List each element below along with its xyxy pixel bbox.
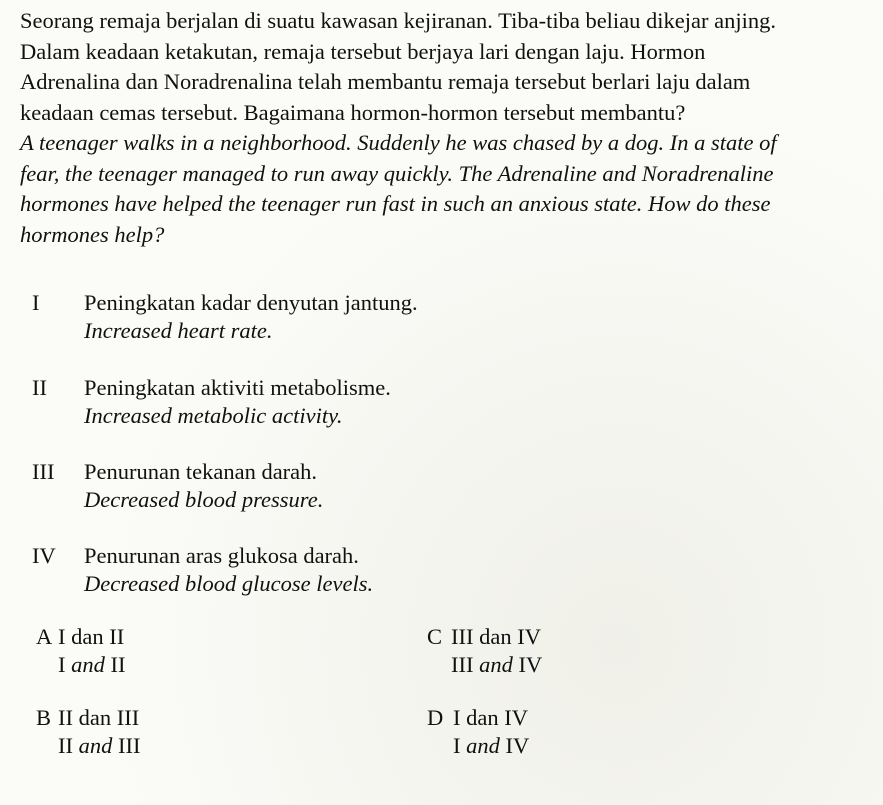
option-english: I and II xyxy=(58,652,126,677)
statement-malay: Penurunan tekanan darah. xyxy=(84,459,318,484)
option-english: I and IV xyxy=(453,733,530,758)
option-c[interactable] xyxy=(427,623,747,679)
statement-numeral: IV xyxy=(32,543,56,568)
option-letter: A xyxy=(36,624,53,649)
question-english-line: A teenager walks in a neighborhood. Suddenly he was chased by a dog. In a state of xyxy=(20,130,777,155)
statement-numeral: III xyxy=(32,459,55,484)
option-malay: I dan IV xyxy=(453,705,528,730)
statement-malay: Peningkatan aktiviti metabolisme. xyxy=(84,375,391,400)
question-malay-line: Adrenalina dan Noradrenalina telah membantu remaja tersebut berlari laju dalam xyxy=(20,69,751,94)
statement-english: Decreased blood glucose levels. xyxy=(84,571,374,596)
option-d[interactable] xyxy=(427,704,747,760)
statement-numeral: II xyxy=(32,375,47,400)
option-english: III and IV xyxy=(451,652,543,677)
option-b[interactable] xyxy=(36,704,356,760)
option-letter: B xyxy=(36,705,52,730)
question-malay-line: keadaan cemas tersebut. Bagaimana hormon-hormon tersebut membantu? xyxy=(20,99,686,125)
question-text xyxy=(20,6,875,250)
statement-english: Decreased blood pressure. xyxy=(84,487,324,512)
option-malay: I dan II xyxy=(58,624,125,649)
question-malay-line: Seorang remaja berjalan di suatu kawasan kejiranan. Tiba-tiba beliau dikejar anjing. xyxy=(20,8,777,33)
question-english-line: hormones help? xyxy=(20,221,165,247)
statement-english: Increased heart rate. xyxy=(84,318,273,343)
question-english-line: fear, the teenager managed to run away quickly. The Adrenaline and Noradrenaline xyxy=(20,160,774,186)
option-malay: II dan III xyxy=(58,705,140,730)
option-a[interactable] xyxy=(36,623,356,679)
statement-numeral: I xyxy=(32,290,40,315)
option-letter: D xyxy=(427,705,444,730)
option-english: II and III xyxy=(58,733,141,758)
statement-malay: Penurunan aras glukosa darah. xyxy=(84,543,359,568)
option-letter: C xyxy=(427,624,443,649)
question-malay-line: Dalam keadaan ketakutan, remaja tersebut berjaya lari dengan laju. Hormon xyxy=(20,38,706,64)
statement-malay: Peningkatan kadar denyutan jantung. xyxy=(84,290,418,315)
statement-english: Increased metabolic activity. xyxy=(84,403,343,428)
question-english-line: hormones have helped the teenager run fast in such an anxious state. How do these xyxy=(20,191,771,216)
option-malay: III dan IV xyxy=(451,624,541,649)
